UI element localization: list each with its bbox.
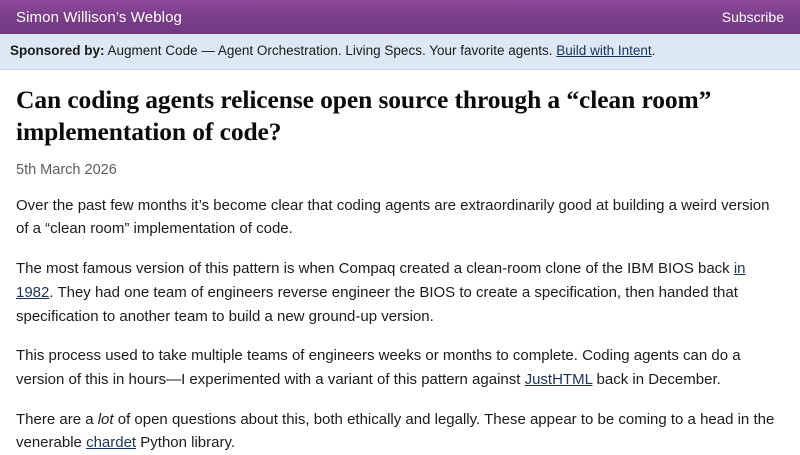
- paragraph-4-emphasis: lot: [97, 410, 114, 428]
- sponsor-bar: [0, 34, 800, 70]
- paragraph-3-text-a: This process used to take multiple teams of engineers weeks or months to complete. Coding agents can do a version of this in hours—I experimented with a variant of this pattern against: [16, 347, 741, 388]
- paragraph-2-text-a: The most famous version of this pattern is when Compaq created a clean-room clone of the IBM BIOS back: [16, 260, 734, 278]
- sponsor-text: Augment Code — Agent Orchestration. Living Specs. Your favorite agents.: [104, 43, 557, 58]
- entry-body: [16, 194, 784, 455]
- justhtml-link[interactable]: JustHTML: [524, 370, 593, 388]
- paragraph-4-text-c: Python library.: [136, 434, 236, 452]
- sponsor-cta-link[interactable]: Build with Intent: [556, 43, 652, 58]
- paragraph-4-text-a: There are a: [16, 410, 98, 428]
- sponsor-text-end: .: [651, 43, 656, 58]
- paragraph-4-text-b: of open questions about this, both ethically and legally. These appear to be coming to a head in the venerable: [16, 410, 775, 452]
- main-content: [0, 70, 800, 455]
- chardet-link[interactable]: chardet: [86, 434, 137, 452]
- paragraph-4: [16, 408, 784, 455]
- in-1982-link[interactable]: in 1982: [16, 260, 746, 301]
- paragraph-3-text-b: back in December.: [592, 370, 721, 388]
- site-title-link[interactable]: Simon Willison’s Weblog: [16, 8, 182, 26]
- subscribe-link[interactable]: Subscribe: [721, 9, 784, 25]
- paragraph-3: [16, 344, 784, 391]
- site-header: [0, 0, 800, 34]
- sponsor-label: Sponsored by:: [10, 43, 105, 58]
- paragraph-2: [16, 257, 784, 328]
- page-title: Can coding agents relicense open source through a “clean room” implementation of code?: [16, 84, 712, 146]
- paragraph-2-text-b: . They had one team of engineers reverse engineer the BIOS to create a specification, then handed that specification to another team to build a new ground-up version.: [16, 283, 738, 325]
- paragraph-1: Over the past few months it’s become clear that coding agents are extraordinarily good at building a weird version of a “clean room” implementation of code.: [16, 196, 770, 238]
- entry-date: 5th March 2026: [16, 161, 117, 178]
